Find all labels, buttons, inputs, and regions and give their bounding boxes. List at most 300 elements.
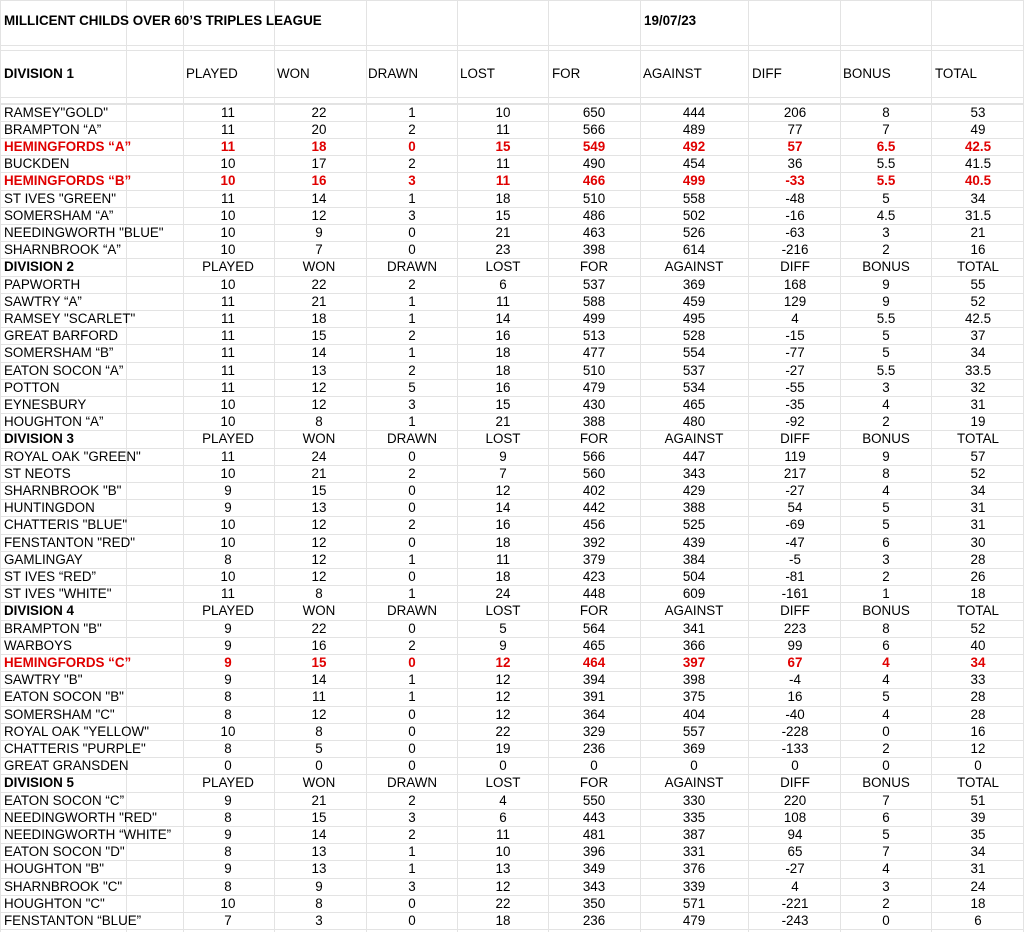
for-value: 392 <box>582 534 606 550</box>
diff-value: -161 <box>781 586 809 602</box>
col-for-header: FOR <box>579 259 609 275</box>
total-value: 52 <box>970 293 986 309</box>
division-1-title: DIVISION 1 <box>4 66 74 81</box>
against-value: 387 <box>682 826 706 842</box>
table-row <box>0 860 1024 877</box>
played-value: 11 <box>221 448 235 464</box>
for-value: 456 <box>582 517 606 533</box>
col-for-header: FOR <box>579 603 609 619</box>
for-value: 588 <box>582 293 606 309</box>
team-name: HOUGHTON "B" <box>4 861 105 877</box>
lost-value: 11 <box>496 293 510 309</box>
col-diff-header: DIFF <box>780 603 810 619</box>
division-4-header <box>0 602 1024 619</box>
against-value: 388 <box>682 500 706 516</box>
diff-value: -81 <box>785 568 805 584</box>
diff-value: 206 <box>783 104 807 120</box>
won-value: 11 <box>312 689 326 705</box>
bonus-value: 9 <box>882 448 890 464</box>
against-value: 330 <box>682 792 706 808</box>
lost-value: 24 <box>495 586 511 602</box>
drawn-value: 0 <box>408 448 416 464</box>
won-value: 12 <box>311 534 327 550</box>
diff-value: 129 <box>783 293 807 309</box>
table-row <box>0 654 1024 671</box>
diff-value: -15 <box>785 328 805 344</box>
lost-value: 21 <box>495 224 511 240</box>
bonus-value: 3 <box>882 551 890 567</box>
drawn-value: 2 <box>408 156 416 172</box>
against-value: 554 <box>682 345 706 361</box>
against-value: 459 <box>682 293 706 309</box>
drawn-value: 3 <box>408 878 416 894</box>
played-value: 11 <box>221 310 235 326</box>
bonus-value: 5 <box>882 345 890 361</box>
table-row <box>0 826 1024 843</box>
table-row <box>0 224 1024 241</box>
played-value: 0 <box>224 758 232 774</box>
diff-value: -92 <box>785 414 805 430</box>
won-value: 13 <box>311 362 327 378</box>
col-total-header: TOTAL <box>957 431 999 447</box>
for-value: 549 <box>582 138 606 154</box>
team-name: HEMINGFORDS “C” <box>4 654 132 670</box>
played-value: 11 <box>221 362 235 378</box>
total-value: 34 <box>970 190 986 206</box>
total-value: 0 <box>974 758 982 774</box>
diff-value: -48 <box>785 190 805 206</box>
won-value: 5 <box>315 740 323 756</box>
team-name: SHARNBROOK "B" <box>4 482 122 498</box>
for-value: 550 <box>582 792 606 808</box>
total-value: 34 <box>970 844 986 860</box>
won-value: 13 <box>311 861 327 877</box>
for-value: 402 <box>582 482 606 498</box>
diff-value: -4 <box>789 672 801 688</box>
diff-value: 108 <box>783 809 807 825</box>
team-name: EYNESBURY <box>4 396 87 412</box>
drawn-value: 2 <box>408 362 416 378</box>
col-drawn-header: DRAWN <box>368 66 419 81</box>
table-row <box>0 241 1024 258</box>
col-played-header: PLAYED <box>202 603 254 619</box>
bonus-value: 5 <box>882 328 890 344</box>
lost-value: 19 <box>495 740 511 756</box>
played-value: 9 <box>224 620 232 636</box>
diff-value: 54 <box>787 500 803 516</box>
table-row <box>0 448 1024 465</box>
for-value: 537 <box>582 276 606 292</box>
diff-value: 4 <box>791 310 799 326</box>
total-value: 28 <box>970 689 986 705</box>
total-value: 39 <box>970 809 986 825</box>
drawn-value: 1 <box>408 345 416 361</box>
total-value: 34 <box>970 345 986 361</box>
col-drawn-header: DRAWN <box>386 259 438 275</box>
total-value: 6 <box>974 912 982 928</box>
against-value: 335 <box>682 809 706 825</box>
won-value: 12 <box>311 517 327 533</box>
table-row <box>0 585 1024 602</box>
against-value: 609 <box>682 586 706 602</box>
team-name: SAWTRY “A” <box>4 293 82 309</box>
for-value: 391 <box>582 689 606 705</box>
played-value: 9 <box>224 482 232 498</box>
diff-value: 94 <box>787 826 803 842</box>
lost-value: 11 <box>496 551 510 567</box>
team-name: CHATTERIS "PURPLE" <box>4 740 146 756</box>
col-drawn-header: DRAWN <box>386 775 438 791</box>
bonus-value: 7 <box>882 121 890 137</box>
total-value: 31 <box>970 861 986 877</box>
team-name: EATON SOCON "B" <box>4 689 124 705</box>
col-played-header: PLAYED <box>186 66 238 81</box>
team-name: GREAT GRANSDEN <box>4 758 129 774</box>
for-value: 379 <box>582 551 606 567</box>
drawn-value: 0 <box>408 568 416 584</box>
team-name: EATON SOCON “A” <box>4 362 124 378</box>
col-against-header: AGAINST <box>643 66 702 81</box>
lost-value: 10 <box>495 844 511 860</box>
lost-value: 18 <box>495 912 511 928</box>
bonus-value: 6 <box>882 534 890 550</box>
bonus-value: 4 <box>882 706 890 722</box>
col-lost-header: LOST <box>485 259 521 275</box>
played-value: 9 <box>224 861 232 877</box>
played-value: 11 <box>221 379 235 395</box>
against-value: 398 <box>682 672 706 688</box>
against-value: 375 <box>682 689 706 705</box>
bonus-value: 3 <box>882 379 890 395</box>
lost-value: 10 <box>495 104 511 120</box>
diff-value: 67 <box>787 654 803 670</box>
against-value: 369 <box>682 740 706 756</box>
bonus-value: 3 <box>882 224 890 240</box>
for-value: 650 <box>582 104 606 120</box>
played-value: 9 <box>224 792 232 808</box>
diff-value: 119 <box>784 448 806 464</box>
lost-value: 11 <box>496 121 510 137</box>
lost-value: 15 <box>495 138 511 154</box>
team-name: NEEDINGWORTH "BLUE" <box>4 224 164 240</box>
for-value: 510 <box>582 190 606 206</box>
total-value: 57 <box>970 448 986 464</box>
total-value: 19 <box>970 414 986 430</box>
played-value: 11 <box>221 190 235 206</box>
against-value: 465 <box>682 396 706 412</box>
won-value: 20 <box>311 121 327 137</box>
drawn-value: 3 <box>408 396 416 412</box>
total-value: 12 <box>970 740 986 756</box>
drawn-value: 1 <box>408 293 416 309</box>
for-value: 343 <box>582 878 606 894</box>
table-row <box>0 637 1024 654</box>
won-value: 12 <box>311 568 327 584</box>
bonus-value: 8 <box>882 104 890 120</box>
table-row <box>0 207 1024 224</box>
played-value: 11 <box>220 138 236 154</box>
won-value: 14 <box>311 345 327 361</box>
won-value: 13 <box>311 844 327 860</box>
table-row <box>0 327 1024 344</box>
bonus-value: 4 <box>882 654 890 670</box>
won-value: 8 <box>315 895 323 911</box>
col-won-header: WON <box>302 431 336 447</box>
col-total-header: TOTAL <box>935 66 977 81</box>
drawn-value: 0 <box>408 500 416 516</box>
col-lost-header: LOST <box>485 603 521 619</box>
lost-value: 12 <box>495 706 511 722</box>
team-name: SOMERSHAM "C" <box>4 706 115 722</box>
for-value: 479 <box>582 379 606 395</box>
bonus-value: 7 <box>882 792 890 808</box>
table-row <box>0 757 1024 774</box>
played-value: 9 <box>224 654 232 670</box>
team-name: ST IVES "WHITE" <box>4 586 112 602</box>
division-5-header <box>0 774 1024 791</box>
played-value: 10 <box>220 156 236 172</box>
total-value: 16 <box>970 242 986 258</box>
col-won-header: WON <box>302 775 336 791</box>
diff-value: -77 <box>785 345 805 361</box>
for-value: 423 <box>582 568 606 584</box>
drawn-value: 0 <box>408 482 416 498</box>
for-value: 388 <box>582 414 606 430</box>
bonus-value: 6.5 <box>876 138 896 154</box>
total-value: 42.5 <box>964 310 992 326</box>
diff-value: 220 <box>783 792 807 808</box>
for-value: 513 <box>582 328 606 344</box>
diff-value: -63 <box>785 224 805 240</box>
against-value: 492 <box>682 138 706 154</box>
drawn-value: 1 <box>408 104 416 120</box>
team-name: POTTON <box>4 379 60 395</box>
won-value: 12 <box>311 379 327 395</box>
team-name: ROYAL OAK "GREEN" <box>4 448 141 464</box>
col-lost-header: LOST <box>460 66 495 81</box>
played-value: 8 <box>224 706 232 722</box>
table-row <box>0 895 1024 912</box>
total-value: 18 <box>970 895 986 911</box>
total-value: 32 <box>970 379 986 395</box>
played-value: 10 <box>220 414 236 430</box>
won-value: 8 <box>315 414 323 430</box>
bonus-value: 8 <box>882 465 890 481</box>
won-value: 12 <box>311 706 327 722</box>
played-value: 11 <box>221 293 235 309</box>
against-value: 341 <box>682 620 706 636</box>
lost-value: 11 <box>495 173 511 189</box>
drawn-value: 2 <box>408 637 416 653</box>
lost-value: 18 <box>495 534 511 550</box>
date-label: 19/07/23 <box>644 13 697 28</box>
for-value: 490 <box>582 156 606 172</box>
played-value: 9 <box>224 500 232 516</box>
played-value: 10 <box>220 895 236 911</box>
drawn-value: 0 <box>408 758 416 774</box>
won-value: 21 <box>311 465 327 481</box>
total-value: 41.5 <box>964 156 992 172</box>
table-row <box>0 138 1024 155</box>
for-value: 560 <box>582 465 606 481</box>
col-drawn-header: DRAWN <box>386 603 438 619</box>
team-name: ROYAL OAK "YELLOW" <box>4 723 149 739</box>
diff-value: -27 <box>785 482 805 498</box>
for-value: 486 <box>582 207 606 223</box>
for-value: 329 <box>582 723 606 739</box>
played-value: 10 <box>220 465 236 481</box>
drawn-value: 1 <box>408 414 416 430</box>
won-value: 12 <box>311 207 327 223</box>
won-value: 22 <box>311 104 327 120</box>
team-name: PAPWORTH <box>4 276 81 292</box>
team-name: ST NEOTS <box>4 465 71 481</box>
lost-value: 22 <box>495 895 511 911</box>
team-name: HUNTINGDON <box>4 500 95 516</box>
total-value: 18 <box>970 586 986 602</box>
won-value: 13 <box>311 500 327 516</box>
lost-value: 16 <box>495 379 511 395</box>
played-value: 10 <box>220 723 236 739</box>
table-row <box>0 121 1024 138</box>
bonus-value: 7 <box>882 844 890 860</box>
for-value: 396 <box>582 844 606 860</box>
won-value: 12 <box>311 551 327 567</box>
bonus-value: 5.5 <box>876 310 896 326</box>
against-value: 502 <box>682 207 706 223</box>
played-value: 10 <box>220 517 236 533</box>
team-name: EATON SOCON "D" <box>4 844 125 860</box>
table-row <box>0 551 1024 568</box>
col-lost-header: LOST <box>485 431 521 447</box>
drawn-value: 2 <box>408 276 416 292</box>
drawn-value: 0 <box>408 534 416 550</box>
diff-value: -216 <box>781 242 809 258</box>
table-row <box>0 396 1024 413</box>
col-against-header: AGAINST <box>664 775 724 791</box>
diff-value: -55 <box>785 379 805 395</box>
lost-value: 15 <box>495 207 511 223</box>
team-name: FENSTANTON “BLUE” <box>4 912 142 928</box>
bonus-value: 5.5 <box>876 156 896 172</box>
for-value: 430 <box>582 396 606 412</box>
played-value: 10 <box>220 534 236 550</box>
lost-value: 18 <box>495 362 511 378</box>
lost-value: 18 <box>495 345 511 361</box>
table-row <box>0 190 1024 207</box>
played-value: 11 <box>221 586 235 602</box>
total-value: 33 <box>970 672 986 688</box>
team-name: GAMLINGAY <box>4 551 83 567</box>
diff-value: -35 <box>785 396 805 412</box>
bonus-value: 2 <box>882 242 890 258</box>
total-value: 16 <box>970 723 986 739</box>
diff-value: 217 <box>783 465 807 481</box>
diff-value: -5 <box>789 551 801 567</box>
won-value: 16 <box>311 637 327 653</box>
col-bonus-header: BONUS <box>862 603 910 619</box>
against-value: 429 <box>682 482 706 498</box>
league-title: MILLICENT CHILDS OVER 60’S TRIPLES LEAGUE <box>4 13 322 28</box>
team-name: SAWTRY "B" <box>4 672 83 688</box>
for-value: 236 <box>582 740 606 756</box>
col-played-header: PLAYED <box>202 775 254 791</box>
played-value: 10 <box>220 173 236 189</box>
bonus-value: 4 <box>882 861 890 877</box>
bonus-value: 0 <box>882 758 890 774</box>
table-row <box>0 792 1024 809</box>
team-name: WARBOYS <box>4 637 72 653</box>
table-row <box>0 568 1024 585</box>
col-against-header: AGAINST <box>664 603 724 619</box>
diff-value: -40 <box>785 706 805 722</box>
lost-value: 12 <box>495 672 511 688</box>
bonus-value: 1 <box>882 586 890 602</box>
col-for-header: FOR <box>552 66 581 81</box>
division-2-title: DIVISION 2 <box>4 259 74 275</box>
diff-value: 16 <box>787 689 803 705</box>
bonus-value: 5 <box>882 826 890 842</box>
team-name: BUCKDEN <box>4 156 70 172</box>
for-value: 566 <box>582 121 606 137</box>
team-name: RAMSEY"GOLD" <box>4 104 109 120</box>
played-value: 8 <box>224 551 232 567</box>
for-value: 481 <box>582 826 606 842</box>
for-value: 350 <box>582 895 606 911</box>
table-row <box>0 723 1024 740</box>
played-value: 11 <box>221 328 235 344</box>
drawn-value: 0 <box>408 706 416 722</box>
table-row <box>0 362 1024 379</box>
table-row <box>0 534 1024 551</box>
lost-value: 14 <box>495 310 511 326</box>
won-value: 8 <box>315 586 323 602</box>
played-value: 8 <box>224 844 232 860</box>
drawn-value: 1 <box>408 310 416 326</box>
col-against-header: AGAINST <box>664 431 724 447</box>
drawn-value: 2 <box>408 328 416 344</box>
total-value: 40.5 <box>964 173 992 189</box>
division-3-header <box>0 430 1024 447</box>
won-value: 8 <box>315 723 323 739</box>
against-value: 369 <box>682 276 706 292</box>
lost-value: 23 <box>495 242 511 258</box>
table-row <box>0 172 1024 189</box>
col-bonus-header: BONUS <box>862 775 910 791</box>
won-value: 18 <box>311 310 327 326</box>
against-value: 534 <box>682 379 706 395</box>
bonus-value: 3 <box>882 878 890 894</box>
lost-value: 9 <box>499 637 507 653</box>
drawn-value: 0 <box>408 740 416 756</box>
for-value: 499 <box>582 310 606 326</box>
total-value: 49 <box>970 121 986 137</box>
total-value: 24 <box>970 878 986 894</box>
division-3-title: DIVISION 3 <box>4 431 74 447</box>
won-value: 3 <box>315 912 323 928</box>
against-value: 525 <box>682 517 706 533</box>
lost-value: 4 <box>499 792 507 808</box>
team-name: CHATTERIS "BLUE" <box>4 517 128 533</box>
bonus-value: 9 <box>882 293 890 309</box>
team-name: BRAMPTON "B" <box>4 620 102 636</box>
col-for-header: FOR <box>579 431 609 447</box>
lost-value: 6 <box>499 276 507 292</box>
drawn-value: 0 <box>408 912 416 928</box>
lost-value: 16 <box>495 517 511 533</box>
against-value: 504 <box>682 568 706 584</box>
played-value: 10 <box>220 242 236 258</box>
